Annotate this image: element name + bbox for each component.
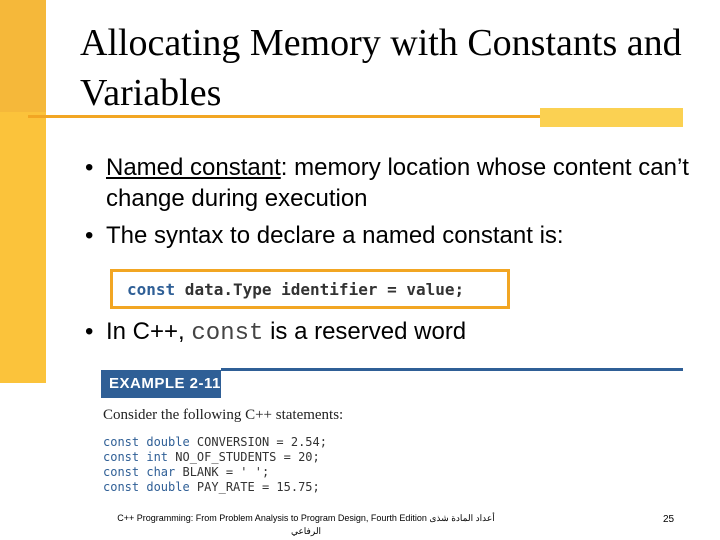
example-code-line xyxy=(103,435,327,450)
bullet-reserved-word xyxy=(85,316,716,349)
reserved-after: is a reserved word xyxy=(263,318,467,345)
page-number: 25 xyxy=(663,514,675,525)
syntax-rest: data.Type identifier = value; xyxy=(175,280,465,299)
example-code-line xyxy=(103,465,327,480)
footer-text: C++ Programming: From Problem Analysis to Program Design, Fourth Edition أعداد المادة شذى xyxy=(117,513,495,523)
title-accent-block xyxy=(540,108,683,127)
bullet-syntax xyxy=(85,220,695,251)
code-keyword: const int xyxy=(103,450,169,464)
example-header-rule xyxy=(221,368,683,371)
slide-title: Allocating Memory with Constants and Variables xyxy=(80,22,682,114)
example-code-line xyxy=(103,480,327,495)
example-header: EXAMPLE 2-11 xyxy=(101,370,221,398)
bullet-named-constant xyxy=(85,152,695,214)
reserved-code: const xyxy=(191,320,264,347)
syntax-keyword: const xyxy=(127,280,176,299)
code-keyword: const double xyxy=(103,480,190,494)
code-rest: NO_OF_STUDENTS = 20; xyxy=(168,450,320,464)
reserved-before: In C++, xyxy=(106,318,192,345)
code-rest: CONVERSION = 2.54; xyxy=(189,435,327,449)
footer-author: الرفاعي xyxy=(290,526,322,536)
code-keyword: const char xyxy=(103,465,176,479)
bullet-list xyxy=(85,152,695,257)
named-constant-term: Named constant xyxy=(106,154,281,181)
code-rest: PAY_RATE = 15.75; xyxy=(189,480,320,494)
syntax-code-box xyxy=(110,269,510,309)
named-constant-definition: : memory location whose content can’t change during execution xyxy=(106,154,689,212)
left-accent-bar-top xyxy=(0,0,46,112)
example-code-block xyxy=(103,435,327,495)
code-rest: BLANK = ' '; xyxy=(175,465,270,479)
example-code-line xyxy=(103,450,327,465)
slide-footer xyxy=(86,512,526,538)
code-keyword: const double xyxy=(103,435,190,449)
example-intro: Consider the following C++ statements: xyxy=(103,407,344,423)
syntax-bullet-text: The syntax to declare a named constant is: xyxy=(106,222,564,249)
syntax-code-line xyxy=(127,280,464,299)
